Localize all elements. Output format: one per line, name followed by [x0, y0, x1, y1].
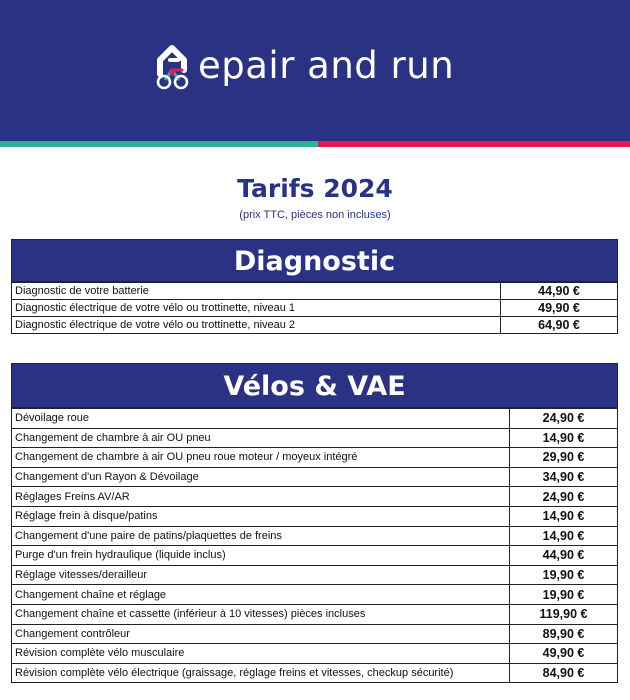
house-bicycle-r-icon	[156, 40, 196, 92]
table-row	[12, 317, 618, 334]
service-price: 14,90 €	[510, 428, 618, 448]
service-price: 29,90 €	[510, 448, 618, 468]
brand-name: epair and run	[198, 44, 455, 87]
service-price: 49,90 €	[510, 644, 618, 664]
table-row	[12, 526, 618, 546]
table-row	[12, 644, 618, 664]
service-price: 89,90 €	[510, 624, 618, 644]
table-row	[12, 283, 618, 300]
service-price: 119,90 €	[510, 604, 618, 624]
service-label: Réglage vitesses/derailleur	[12, 565, 510, 585]
accent-stripe-teal	[0, 141, 318, 147]
service-price: 44,90 €	[501, 283, 618, 300]
service-label: Changement d'un Rayon & Dévoilage	[12, 467, 510, 487]
service-price: 44,90 €	[510, 546, 618, 566]
section-diagnostic	[11, 239, 618, 334]
table-row	[12, 565, 618, 585]
service-price: 19,90 €	[510, 585, 618, 605]
page-subtitle: (prix TTC, pièces non incluses)	[239, 209, 391, 221]
table-row	[12, 428, 618, 448]
service-label: Révision complète vélo musculaire	[12, 644, 510, 664]
table-row	[12, 585, 618, 605]
service-label: Changement chaîne et réglage	[12, 585, 510, 605]
header-banner	[0, 0, 630, 141]
service-label: Changement de chambre à air OU pneu roue moteur / moyeux intégré	[12, 448, 510, 468]
brand-logo	[156, 40, 454, 92]
table-row	[12, 604, 618, 624]
table-row	[12, 448, 618, 468]
service-label: Réglage frein à disque/patins	[12, 506, 510, 526]
service-label: Changement d'une paire de patins/plaquettes de freins	[12, 526, 510, 546]
service-label: Changement de chambre à air OU pneu	[12, 428, 510, 448]
service-label: Changement contrôleur	[12, 624, 510, 644]
table-row	[12, 506, 618, 526]
service-label: Purge d'un frein hydraulique (liquide inclus)	[12, 546, 510, 566]
service-price: 64,90 €	[501, 317, 618, 334]
table-row	[12, 300, 618, 317]
price-table	[11, 408, 618, 683]
service-price: 24,90 €	[510, 409, 618, 429]
service-label: Diagnostic de votre batterie	[12, 283, 501, 300]
service-label: Réglages Freins AV/AR	[12, 487, 510, 507]
price-table	[11, 282, 618, 334]
page-title: Tarifs 2024	[237, 174, 393, 203]
service-price: 14,90 €	[510, 506, 618, 526]
service-label: Diagnostic électrique de votre vélo ou trottinette, niveau 2	[12, 317, 501, 334]
service-label: Changement chaîne et cassette (inférieur à 10 vitesses) pièces incluses	[12, 604, 510, 624]
accent-stripe-red	[318, 141, 630, 147]
table-row	[12, 467, 618, 487]
table-row	[12, 663, 618, 683]
service-price: 19,90 €	[510, 565, 618, 585]
service-label: Révision complète vélo électrique (graissage, réglage freins et vitesses, checkup sécurité)	[12, 663, 510, 683]
service-price: 14,90 €	[510, 526, 618, 546]
section-title: Vélos & VAE	[11, 363, 618, 408]
table-row	[12, 624, 618, 644]
service-price: 84,90 €	[510, 663, 618, 683]
service-price: 34,90 €	[510, 467, 618, 487]
section-title: Diagnostic	[11, 239, 618, 282]
table-row	[12, 409, 618, 429]
section-velos-vae	[11, 363, 618, 683]
service-price: 49,90 €	[501, 300, 618, 317]
table-row	[12, 487, 618, 507]
service-label: Dévoilage roue	[12, 409, 510, 429]
service-label: Diagnostic électrique de votre vélo ou trottinette, niveau 1	[12, 300, 501, 317]
table-row	[12, 546, 618, 566]
service-price: 24,90 €	[510, 487, 618, 507]
